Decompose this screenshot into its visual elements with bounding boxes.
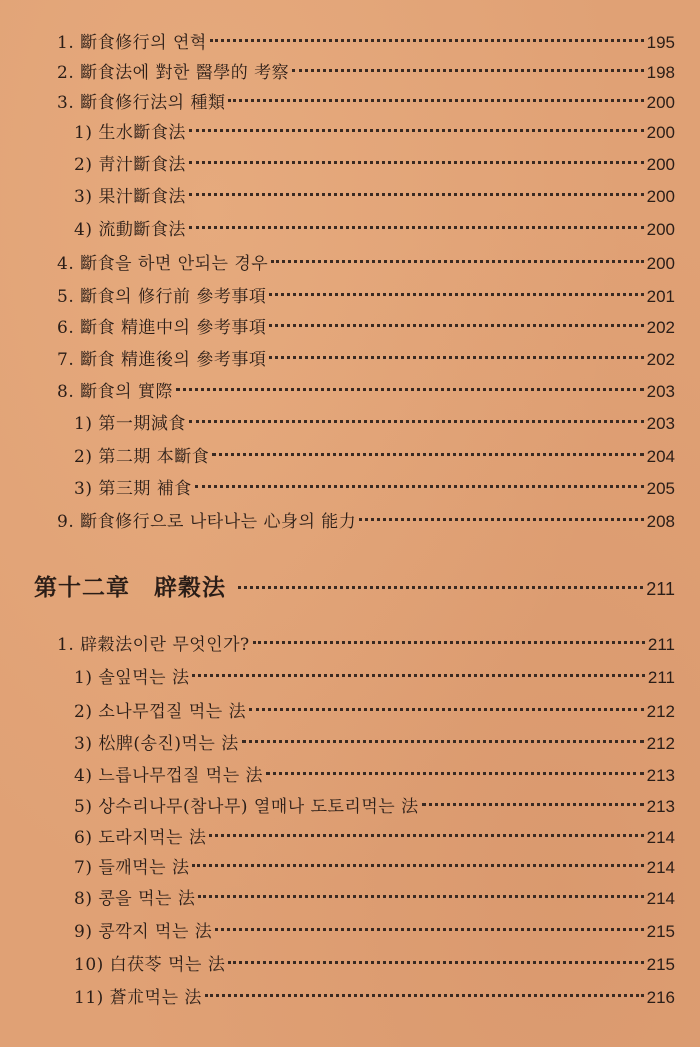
toc-entry-label: 3) 松脾(송진)먹는 法 — [74, 734, 239, 754]
dot-leader — [269, 324, 643, 327]
toc-entry-page: 208 — [646, 512, 675, 531]
toc-entry-page: 214 — [646, 828, 675, 847]
toc-subentry — [74, 917, 675, 947]
toc-entry-label: 9) 콩깍지 먹는 法 — [74, 922, 213, 942]
toc-entry-label: 3) 果汁斷食法 — [74, 187, 186, 207]
toc-entry-label: 4. 斷食을 하면 안되는 경우 — [57, 254, 269, 274]
toc-entry-page: 202 — [646, 318, 675, 337]
toc-entry-page: 205 — [646, 479, 675, 498]
chapter-page: 211 — [646, 579, 675, 599]
toc-entry-label: 11) 蒼朮먹는 法 — [74, 988, 202, 1008]
toc-entry-page: 213 — [646, 797, 675, 816]
toc-subentry — [74, 118, 675, 148]
toc-entry-label: 5. 斷食의 修行前 參考事項 — [57, 287, 267, 307]
dot-leader — [422, 803, 644, 806]
toc-entry — [57, 88, 675, 118]
toc-entry — [57, 377, 675, 407]
toc-entry-label: 6) 도라지먹는 法 — [74, 828, 207, 848]
dot-leader — [198, 895, 643, 898]
toc-subentry — [74, 474, 675, 504]
toc-entry-page: 216 — [646, 988, 675, 1007]
toc-entry — [57, 630, 675, 660]
dot-leader — [189, 129, 644, 132]
toc-entry — [57, 249, 675, 279]
dot-leader — [269, 293, 643, 296]
toc-entry-label: 4) 느릅나무껍질 먹는 法 — [74, 766, 264, 786]
toc-entry-page: 203 — [646, 414, 675, 433]
toc-entry-label: 7. 斷食 精進後의 參考事項 — [57, 350, 267, 370]
dot-leader — [238, 586, 643, 589]
dot-leader — [189, 420, 644, 423]
toc-subentry — [74, 150, 675, 180]
toc-entry-label: 9. 斷食修行으로 나타나는 心身의 能力 — [57, 512, 357, 532]
toc-entry — [57, 282, 675, 312]
toc-entry-label: 2) 第二期 本斷食 — [74, 447, 210, 467]
toc-entry — [57, 507, 675, 537]
dot-leader — [209, 834, 643, 837]
toc-subentry — [74, 792, 675, 822]
toc-entry-page: 200 — [646, 123, 675, 142]
toc-subentry — [74, 761, 675, 791]
dot-leader — [195, 485, 644, 488]
toc-entry-page: 214 — [646, 889, 675, 908]
dot-leader — [189, 226, 644, 229]
toc-entry-page: 211 — [647, 668, 675, 687]
dot-leader — [189, 193, 644, 196]
toc-entry-page: 214 — [646, 858, 675, 877]
toc-subentry — [74, 215, 675, 245]
toc-entry-label: 1) 솔잎먹는 法 — [74, 668, 190, 688]
toc-entry-label: 2) 소나무껍질 먹는 法 — [74, 702, 247, 722]
dot-leader — [228, 961, 643, 964]
toc-entry-label: 7) 들깨먹는 法 — [74, 858, 190, 878]
toc-entry-page: 200 — [646, 220, 675, 239]
toc-entry-page: 200 — [646, 93, 675, 112]
dot-leader — [359, 518, 643, 521]
toc-entry-label: 2. 斷食法에 對한 醫學的 考察 — [57, 63, 290, 83]
toc-entry-label: 8) 콩을 먹는 法 — [74, 889, 196, 909]
dot-leader — [215, 928, 643, 931]
toc-entry — [57, 28, 675, 58]
toc-subentry — [74, 950, 675, 980]
chapter-heading — [34, 568, 675, 608]
chapter-title: 第十二章 辟穀法 — [34, 575, 226, 601]
toc-entry-label: 3) 第三期 補食 — [74, 479, 192, 499]
toc-entry — [57, 313, 675, 343]
toc-entry-page: 198 — [646, 63, 675, 82]
toc-entry-label: 1) 生水斷食法 — [74, 123, 186, 143]
toc-entry-page: 215 — [646, 922, 675, 941]
dot-leader — [192, 674, 644, 677]
toc-entry-page: 202 — [646, 350, 675, 369]
dot-leader — [253, 641, 645, 644]
toc-entry-label: 10) 白茯苓 먹는 法 — [74, 955, 226, 975]
toc-entry-page: 212 — [646, 702, 675, 721]
dot-leader — [271, 260, 643, 263]
toc-entry-page: 215 — [646, 955, 675, 974]
toc-subentry — [74, 409, 675, 439]
toc-entry-page: 200 — [646, 187, 675, 206]
toc-entry-label: 1. 斷食修行의 연혁 — [57, 33, 207, 53]
toc-subentry — [74, 697, 675, 727]
dot-leader — [242, 740, 644, 743]
dot-leader — [189, 161, 644, 164]
dot-leader — [205, 994, 644, 997]
toc-entry-label: 1) 第一期減食 — [74, 414, 186, 434]
toc-entry-label: 6. 斷食 精進中의 參考事項 — [57, 318, 267, 338]
toc-entry — [57, 345, 675, 375]
toc-entry-label: 2) 靑汁斷食法 — [74, 155, 186, 175]
toc-entry-page: 211 — [647, 635, 675, 654]
dot-leader — [210, 39, 644, 42]
toc-entry-label: 5) 상수리나무(참나무) 열매나 도토리먹는 法 — [74, 797, 419, 817]
toc-subentry — [74, 983, 675, 1013]
toc-subentry — [74, 729, 675, 759]
toc-subentry — [74, 884, 675, 914]
toc-subentry — [74, 442, 675, 472]
toc-entry-page: 212 — [646, 734, 675, 753]
dot-leader — [176, 388, 644, 391]
dot-leader — [266, 772, 644, 775]
toc-entry — [57, 58, 675, 88]
dot-leader — [292, 69, 643, 72]
dot-leader — [212, 453, 643, 456]
toc-entry-page: 195 — [646, 33, 675, 52]
toc-entry-page: 203 — [646, 382, 675, 401]
toc-entry-page: 200 — [646, 254, 675, 273]
toc-entry-label: 1. 辟穀法이란 무엇인가? — [57, 635, 250, 655]
dot-leader — [228, 99, 643, 102]
dot-leader — [249, 708, 644, 711]
dot-leader — [192, 864, 643, 867]
toc-entry-label: 4) 流動斷食法 — [74, 220, 186, 240]
toc-subentry — [74, 182, 675, 212]
toc-subentry — [74, 853, 675, 883]
toc-entry-label: 3. 斷食修行法의 種類 — [57, 93, 226, 113]
toc-entry-page: 204 — [646, 447, 675, 466]
toc-entry-label: 8. 斷食의 實際 — [57, 382, 173, 402]
dot-leader — [269, 356, 643, 359]
toc-entry-page: 213 — [646, 766, 675, 785]
toc-entry-page: 201 — [646, 287, 675, 306]
toc-entry-page: 200 — [646, 155, 675, 174]
toc-subentry — [74, 663, 675, 693]
toc-subentry — [74, 823, 675, 853]
